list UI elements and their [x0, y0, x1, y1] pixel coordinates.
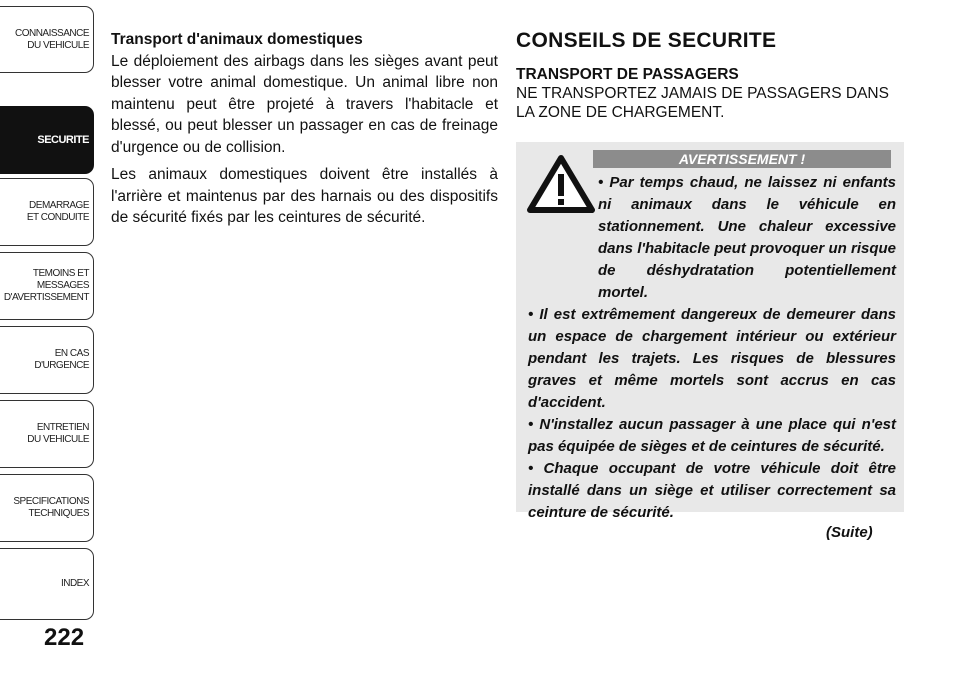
- section-title: CONSEILS DE SECURITE: [516, 29, 777, 52]
- tab-index[interactable]: INDEX: [0, 548, 94, 620]
- warning-body: [528, 172, 896, 524]
- section-tabs: [0, 0, 98, 620]
- pets-paragraph-1: Le déploiement des airbags dans les sièges avant peut blesser votre animal domestique. Un animal libre non maintenu peut être projeté à travers l'habitacle et blessé, ou peut blesser un passager en cas de freinage d'urgence ou de collision.: [111, 52, 498, 156]
- warning-box: [516, 142, 904, 521]
- continued-label: (Suite): [826, 524, 873, 541]
- section-subtitle: TRANSPORT DE PASSAGERS: [516, 66, 739, 83]
- passenger-intro: NE TRANSPORTEZ JAMAIS DE PASSAGERS DANS LA ZONE DE CHARGEMENT.: [516, 85, 889, 121]
- tab-securite[interactable]: SECURITE: [0, 106, 94, 174]
- tab-demarrage-et-conduite[interactable]: DEMARRAGE ET CONDUITE: [0, 178, 94, 246]
- warning-item: • Chaque occupant de votre véhicule doit être installé dans un siège et utiliser correctement sa ceinture de sécurité.: [528, 460, 896, 521]
- pets-paragraph-2: Les animaux domestiques doivent être installés à l'arrière et maintenus par des harnais ou des dispositifs de sécurité fixés par les ceintures de sécurité.: [111, 166, 498, 226]
- tab-specifications-techniques[interactable]: SPECIFICATIONS TECHNIQUES: [0, 474, 94, 542]
- tab-entretien-du-vehicule[interactable]: ENTRETIEN DU VEHICULE: [0, 400, 94, 468]
- left-column: [111, 29, 498, 235]
- warning-item: • N'installez aucun passager à une place qui n'est pas équipée de sièges et de ceintures de sécurité.: [528, 416, 896, 455]
- right-column: [516, 29, 904, 122]
- warning-item: • Il est extrêmement dangereux de demeurer dans un espace de chargement intérieur ou extérieur pendant les trajets. Les risques de blessures graves et même mortels sont accrus en cas d'accident.: [528, 306, 896, 411]
- warning-item: • Par temps chaud, ne laissez ni enfants ni animaux dans le véhicule en stationnement. Une chaleur excessive dans l'habitacle peut provoquer un risque de déshydratation potentiellement mortel.: [598, 174, 896, 301]
- tab-en-cas-d-urgence[interactable]: EN CAS D'URGENCE: [0, 326, 94, 394]
- pets-heading: Transport d'animaux domestiques: [111, 31, 363, 48]
- tab-temoins-et-messages[interactable]: TEMOINS ET MESSAGES D'AVERTISSEMENT: [0, 252, 94, 320]
- page-number: 222: [44, 624, 85, 651]
- warning-header: AVERTISSEMENT !: [593, 150, 891, 168]
- tab-connaissance-du-vehicule[interactable]: CONNAISSANCE DU VEHICULE: [0, 6, 94, 73]
